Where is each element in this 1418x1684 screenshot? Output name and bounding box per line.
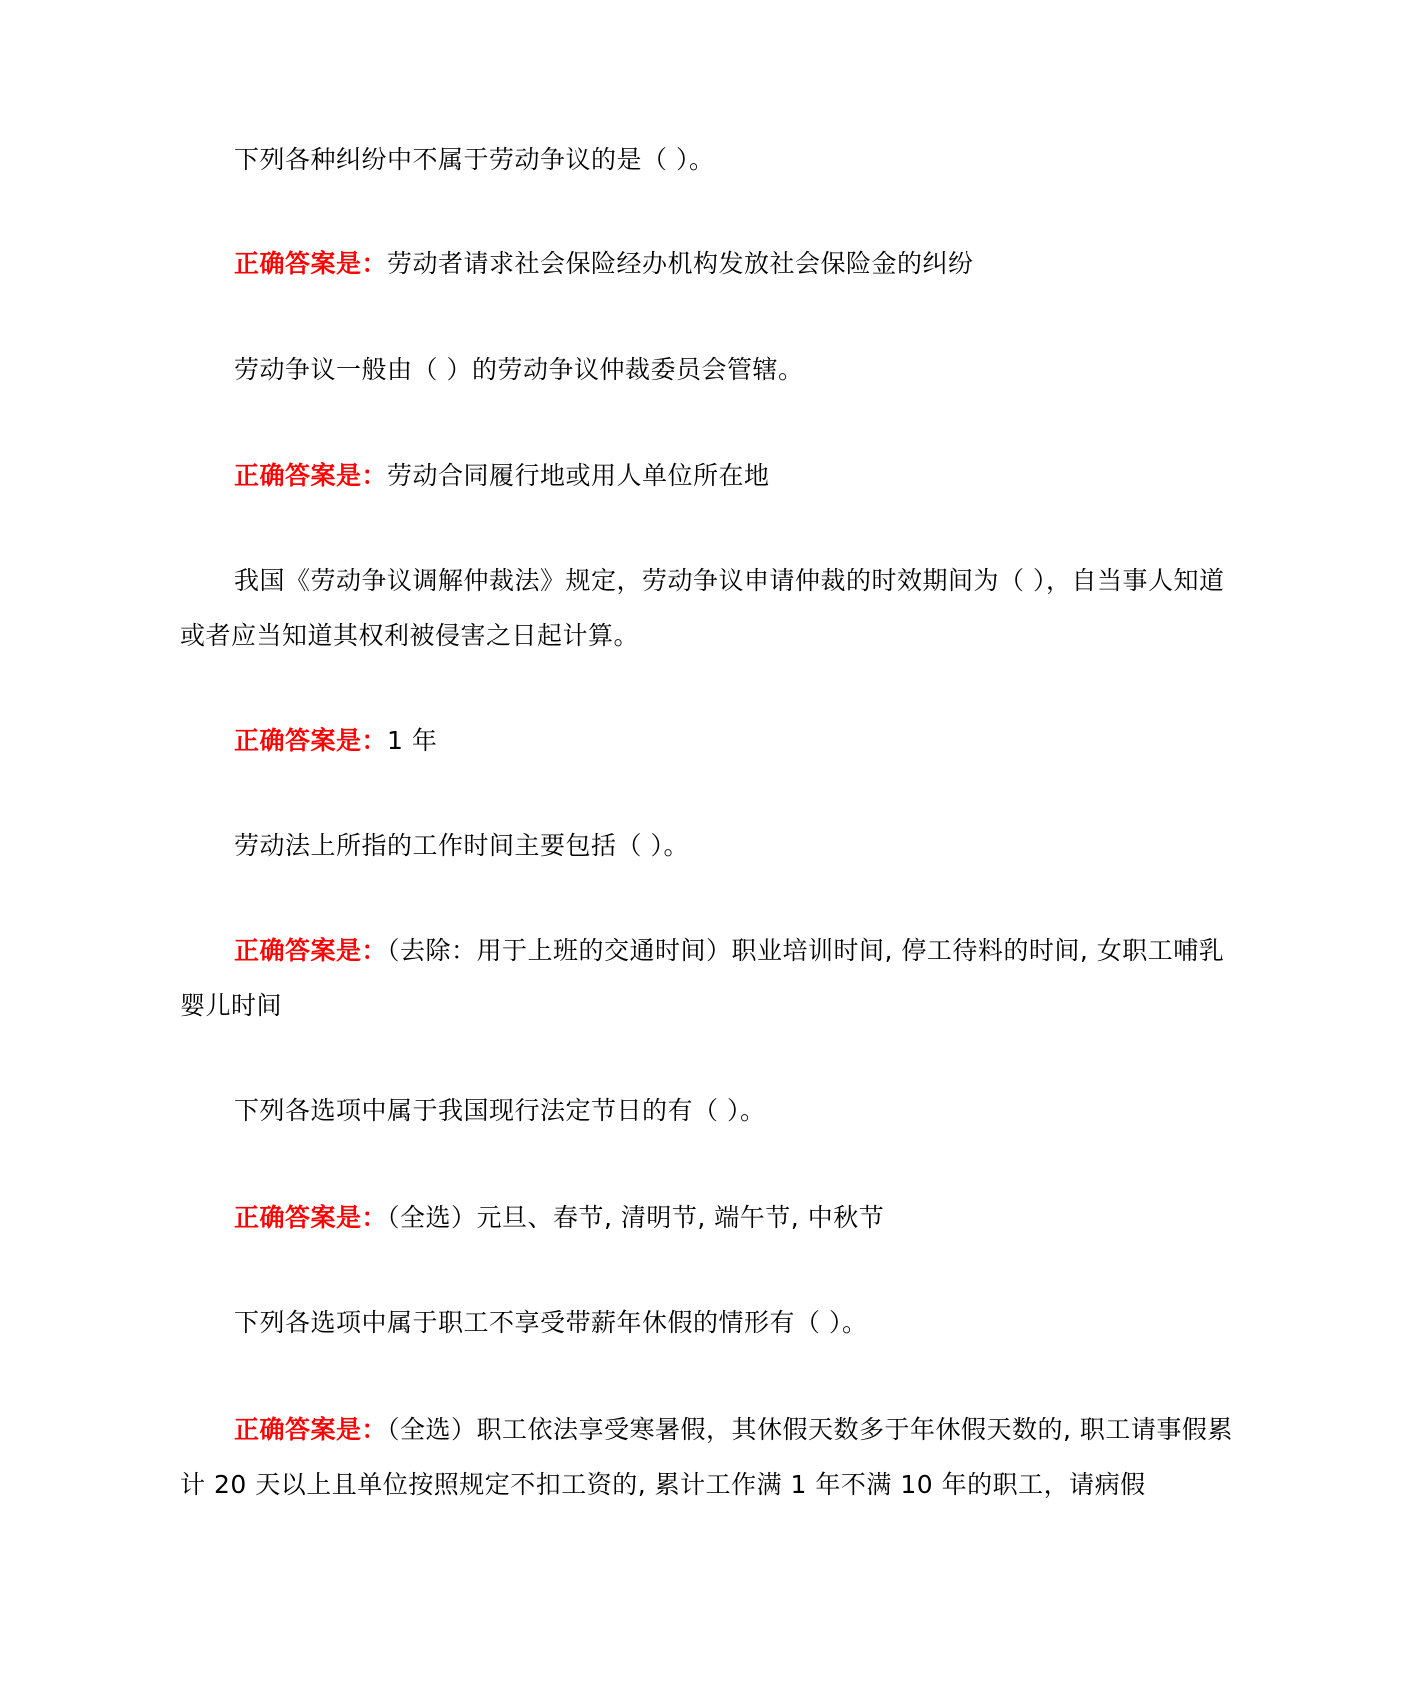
question-4: 劳动法上所指的工作时间主要包括（ ）。: [234, 831, 689, 860]
question-3: 我国《劳动争议调解仲裁法》规定，劳动争议申请仲裁的时效期间为（ ），自当事人知道或者应当知道其权利被侵害之日起计算。: [180, 566, 1225, 650]
answer-label: 正确答案是：: [234, 726, 388, 755]
answer-text: 1 年: [387, 726, 438, 755]
question-5: 下列各选项中属于我国现行法定节日的有（ ）。: [234, 1096, 766, 1125]
answer-3: [180, 713, 1240, 768]
answer-6: [180, 1402, 1240, 1512]
answer-text: （去除：用于上班的交通时间）职业培训时间, 停工待料的时间, 女职工哺乳婴儿时间: [180, 936, 1225, 1020]
answer-text: （全选）元旦、春节, 清明节, 端午节, 中秋节: [387, 1203, 885, 1232]
answer-text: 劳动合同履行地或用人单位所在地: [387, 461, 770, 490]
answer-label: 正确答案是：: [234, 249, 388, 278]
answer-label: 正确答案是：: [234, 461, 388, 490]
question-2: 劳动争议一般由（ ）的劳动争议仲裁委员会管辖。: [234, 355, 804, 384]
answer-label: 正确答案是：: [234, 936, 388, 965]
question-6: 下列各选项中属于职工不享受带薪年休假的情形有（ ）。: [234, 1308, 868, 1337]
question-1: 下列各种纠纷中不属于劳动争议的是（ ）。: [234, 145, 715, 174]
answer-label: 正确答案是：: [234, 1203, 388, 1232]
answer-2: [180, 448, 1240, 503]
answer-5: [180, 1190, 1240, 1245]
answer-label: 正确答案是：: [234, 1415, 388, 1444]
answer-text: 劳动者请求社会保险经办机构发放社会保险金的纠纷: [387, 249, 974, 278]
answer-text: （全选）职工依法享受寒暑假，其休假天数多于年休假天数的, 职工请事假累计 20 天以上且单位按照规定不扣工资的, 累计工作满 1 年不满 10 年的职工，请病假: [180, 1415, 1233, 1499]
answer-4: [180, 923, 1240, 1033]
answer-1: [180, 236, 1240, 291]
